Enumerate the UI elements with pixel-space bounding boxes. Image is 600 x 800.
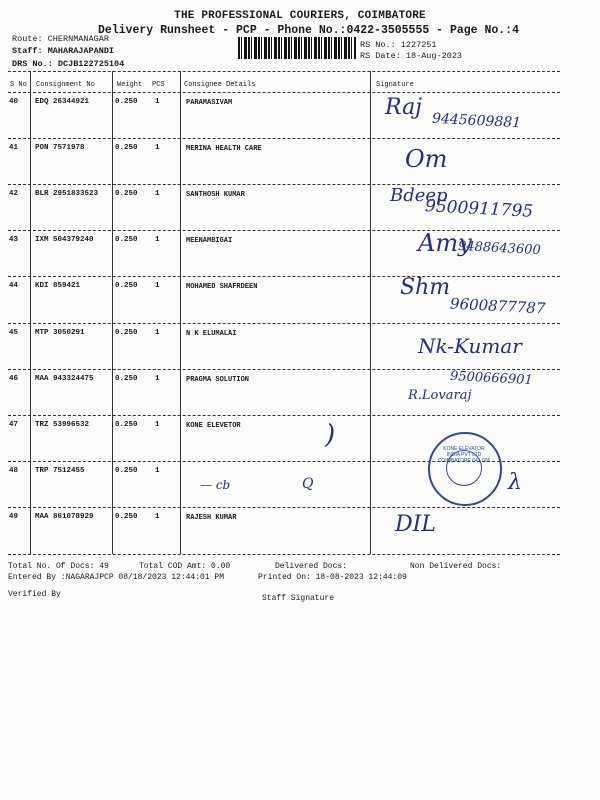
col-weight: Weight — [117, 81, 143, 89]
rs-date: RS Date: 18-Aug-2023 — [360, 51, 463, 61]
row-weight: 0.250 — [115, 512, 138, 521]
table-bottom-rule — [8, 554, 560, 555]
row-weight: 0.250 — [115, 144, 138, 153]
row-consignment-no: EDQ 26344921 — [35, 98, 90, 106]
col-divider — [370, 71, 371, 554]
col-divider — [30, 71, 31, 554]
barcode — [238, 37, 356, 59]
row-sno: 49 — [9, 512, 19, 521]
row-sno: 46 — [9, 374, 19, 383]
row-consignment-no: TRP 7512455 — [35, 466, 85, 475]
table-header-rule — [8, 92, 560, 93]
col-signature: Signature — [376, 81, 414, 89]
row-consignment-no: IXM 504379240 — [35, 236, 94, 245]
row-weight: 0.250 — [115, 190, 138, 199]
table-top-rule — [8, 71, 560, 72]
verified-by: Verified By — [8, 590, 61, 599]
handwritten-mark: ) — [325, 420, 336, 450]
row-signature: DIL — [395, 511, 436, 537]
row-signature: Amy — [418, 229, 472, 258]
rs-number: RS No.: 1227251 — [360, 40, 437, 50]
row-weight: 0.250 — [115, 374, 138, 383]
row-phone: 9500666901 — [449, 368, 534, 388]
row-sno: 42 — [9, 190, 19, 199]
row-weight: 0.250 — [115, 282, 138, 291]
row-signature: R.Lovaraj — [408, 387, 472, 403]
row-phone: 9600877787 — [449, 294, 546, 318]
stamp-text: KONE ELEVATOR INDIA PVT LTD COIMBATORE 641 005 — [437, 446, 491, 464]
row-signature: Nk-Kumar — [418, 333, 522, 358]
col-divider — [180, 71, 181, 554]
printed-on: Printed On: 18-08-2023 12:44:09 — [258, 573, 407, 582]
row-pcs: 1 — [155, 282, 160, 291]
route-label: Route: CHERNMANAGAR — [12, 34, 109, 44]
row-signature: Om — [405, 145, 448, 174]
row-pcs: 1 — [155, 98, 160, 106]
row-pcs: 1 — [155, 328, 160, 337]
row-pcs: 1 — [155, 190, 160, 199]
row-consignee: SANTHOSH KUMAR — [186, 191, 245, 200]
row-signature: Raj — [385, 95, 423, 120]
row-separator — [8, 507, 560, 508]
non-delivered-docs: Non Delivered Docs: — [410, 562, 502, 571]
row-consignee: MOHAMED SHAFRDEEN — [186, 283, 258, 292]
col-consignment: Consignment No — [36, 81, 95, 89]
row-weight: 0.250 — [115, 98, 138, 106]
row-consignee: KONE ELEVETOR — [186, 421, 241, 430]
runsheet-subtitle: Delivery Runsheet - PCP - Phone No.:0422-3505555 - Page No.:4 — [98, 24, 519, 37]
row-consignee: MERINA HEALTH CARE — [186, 145, 262, 154]
staff-signature: Staff Signature — [262, 594, 335, 603]
drs-number: DRS No.: DCJB122725104 — [12, 59, 125, 69]
row-pcs: 1 — [155, 512, 160, 521]
row-consignment-no: MAA 943324475 — [35, 374, 94, 383]
total-docs: Total No. Of Docs: 49 — [8, 562, 109, 571]
row-consignee: PARAMASIVAM — [186, 99, 233, 107]
row-phone: 9488643600 — [457, 239, 542, 259]
row-weight: 0.250 — [115, 466, 138, 475]
handwritten-mark: — cb — [200, 478, 231, 492]
row-pcs: 1 — [155, 466, 160, 475]
row-consignment-no: MAA 861078929 — [35, 512, 94, 521]
row-consignment-no: PON 7571978 — [35, 144, 85, 153]
handwritten-mark: λ — [508, 470, 522, 495]
row-separator — [8, 184, 560, 185]
col-divider — [112, 71, 113, 554]
row-sno: 41 — [9, 144, 19, 153]
row-separator — [8, 138, 560, 139]
row-consignment-no: BLR 2951833523 — [35, 190, 99, 199]
total-cod: Total COD Amt: 0.00 — [139, 562, 231, 571]
row-consignment-no: TRZ 53996532 — [35, 420, 90, 429]
row-pcs: 1 — [155, 144, 160, 153]
row-pcs: 1 — [155, 374, 160, 383]
row-phone: 9500911795 — [424, 196, 534, 223]
handwritten-mark: Q — [302, 476, 314, 492]
row-signature: Bdeep — [390, 185, 448, 207]
row-sno: 40 — [9, 98, 19, 106]
row-pcs: 1 — [155, 236, 160, 245]
row-consignment-no: KDI 859421 — [35, 282, 81, 291]
company-title: THE PROFESSIONAL COURIERS, COIMBATORE — [174, 10, 426, 22]
row-weight: 0.250 — [115, 236, 138, 245]
company-stamp — [428, 432, 502, 506]
row-pcs: 1 — [155, 420, 160, 429]
row-sno: 43 — [9, 236, 19, 245]
col-sno: S No — [10, 81, 27, 89]
entered-by: Entered By :NAGARAJPCP 08/18/2023 12:44:01 PM — [8, 573, 225, 582]
row-separator — [8, 276, 560, 277]
row-phone: 9445609881 — [431, 110, 522, 132]
row-consignment-no: MTP 3050291 — [35, 328, 85, 337]
row-consignee: PRAGMA SOLUTION — [186, 375, 250, 384]
row-weight: 0.250 — [115, 420, 138, 429]
row-consignee: RAJESH KUMAR — [186, 513, 237, 522]
col-pcs: PCS — [152, 81, 165, 89]
row-weight: 0.250 — [115, 328, 138, 337]
row-separator — [8, 323, 560, 324]
row-signature: Shm — [400, 275, 451, 301]
row-separator — [8, 230, 560, 231]
row-separator — [8, 415, 560, 416]
delivered-docs: Delivered Docs: — [275, 562, 348, 571]
row-consignee: N K ELUMALAI — [186, 329, 237, 338]
row-sno: 47 — [9, 420, 19, 429]
staff-label: Staff: MAHARAJAPANDI — [12, 46, 115, 56]
row-sno: 44 — [9, 282, 19, 291]
row-sno: 45 — [9, 328, 19, 337]
col-consignee: Consignee Details — [184, 81, 256, 89]
row-consignee: MEENAMBIGAI — [186, 237, 233, 246]
row-sno: 48 — [9, 466, 19, 475]
